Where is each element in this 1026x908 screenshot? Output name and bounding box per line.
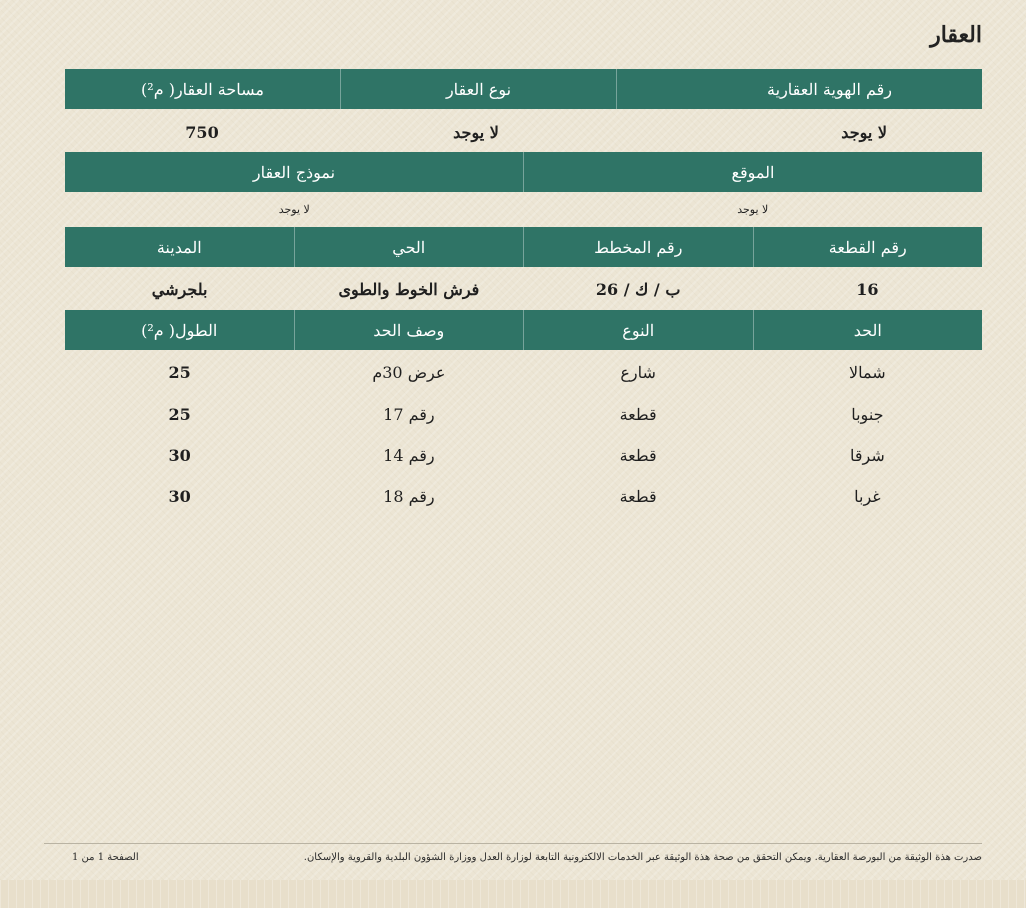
boundary-row-west [65, 476, 982, 516]
value-property-type: لا يوجد [453, 122, 499, 142]
boundary-type: قطعة [619, 486, 657, 506]
header-district: الحي [294, 227, 524, 267]
value-property-id: لا يوجد [841, 122, 887, 142]
boundary-side: شمالا [849, 362, 886, 382]
boundary-desc: رقم 14 [383, 445, 435, 465]
header-property-type: نوع العقار [340, 69, 616, 109]
value-district: فرش الخوط والطوى [338, 279, 480, 299]
boundary-length: 25 [168, 404, 191, 424]
page-number: الصفحة 1 من 1 [72, 852, 139, 863]
footer-divider [44, 843, 982, 844]
boundary-type: شارع [620, 362, 656, 382]
location-values-row [65, 194, 982, 224]
boundary-row-south [65, 394, 982, 434]
plot-values-row [65, 269, 982, 309]
page-title: العقار [930, 22, 982, 48]
plot-header-row [65, 227, 982, 267]
value-scheme-number: ب / ك / 26 [595, 279, 681, 299]
header-property-area: مساحة العقار( م²) [141, 79, 264, 99]
header-city: المدينة [156, 237, 202, 257]
value-plot-number: 16 [856, 279, 879, 299]
value-city: بلجرشي [151, 279, 208, 299]
boundary-desc: عرض 30م [372, 362, 446, 382]
header-scheme-number: رقم المخطط [523, 227, 753, 267]
boundary-length: 25 [168, 362, 191, 382]
location-header-row [65, 152, 982, 192]
boundaries-header-row [65, 310, 982, 350]
value-location: لا يوجد [737, 202, 769, 216]
value-property-area: 750 [185, 122, 219, 142]
boundary-side: شرقا [850, 445, 885, 465]
boundary-desc: رقم 17 [383, 404, 435, 424]
boundary-side: جنوبا [851, 404, 884, 424]
header-boundary-length: الطول( م²) [141, 320, 218, 340]
boundary-row-east [65, 435, 982, 475]
header-plot-number: رقم القطعة [753, 227, 983, 267]
header-location: الموقع [523, 152, 982, 192]
boundary-length: 30 [168, 445, 191, 465]
header-property-id: رقم الهوية العقارية [616, 69, 982, 109]
bottom-decorative-band [0, 880, 1026, 908]
property-info-header-row [65, 69, 982, 109]
boundary-row-north [65, 352, 982, 392]
boundary-desc: رقم 18 [383, 486, 435, 506]
property-info-values-row [65, 112, 982, 152]
boundary-type: قطعة [619, 404, 657, 424]
boundary-length: 30 [168, 486, 191, 506]
header-boundary-type: النوع [523, 310, 753, 350]
boundary-type: قطعة [619, 445, 657, 465]
header-boundary-side: الحد [753, 310, 983, 350]
footer-note: صدرت هذة الوثيقة من البورصة العقارية. ويمكن التحقق من صحة هذة الوثيقة عبر الخدمات الالكترونية التابعة لوزارة العدل ووزارة الشؤون البلدية والقروية والإسكان. [303, 852, 982, 863]
value-property-model: لا يوجد [278, 202, 310, 216]
header-property-model: نموذج العقار [252, 162, 336, 182]
boundary-side: غربا [854, 486, 881, 506]
header-boundary-desc: وصف الحد [294, 310, 524, 350]
